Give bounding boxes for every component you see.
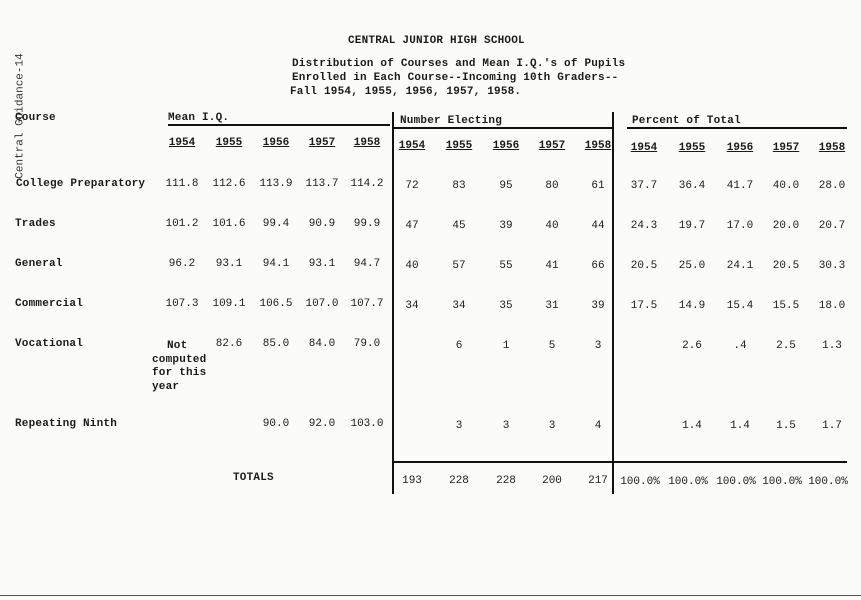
number-electing-rule <box>394 127 614 129</box>
pct-cell: 41.7 <box>726 180 754 192</box>
course-label: Commercial <box>15 298 84 310</box>
iq-cell: 96.2 <box>168 258 196 270</box>
course-label: Repeating Ninth <box>15 418 118 430</box>
page-bottom-edge <box>0 595 861 596</box>
num-cell: 83 <box>452 180 466 192</box>
num-year-header: 1954 <box>398 140 426 152</box>
iq-cell: 112.6 <box>212 178 246 190</box>
iq-year-header: 1956 <box>262 137 290 149</box>
iq-cell: 111.8 <box>165 178 199 190</box>
total-num-cell: 228 <box>496 475 516 487</box>
num-cell: 40 <box>405 260 419 272</box>
iq-cell: 109.1 <box>212 298 246 310</box>
iq-cell: 90.0 <box>262 418 290 430</box>
pct-cell: .4 <box>733 340 747 352</box>
iq-year-header: 1954 <box>168 137 196 149</box>
pct-cell: 36.4 <box>678 180 706 192</box>
pct-cell: 1.4 <box>682 420 702 432</box>
pct-year-header: 1956 <box>726 142 754 154</box>
num-cell: 5 <box>548 340 556 352</box>
subtitle-line-2: Enrolled in Each Course--Incoming 10th Graders-- <box>292 72 619 84</box>
num-year-header: 1957 <box>538 140 566 152</box>
pct-cell: 24.1 <box>726 260 754 272</box>
iq-cell: 107.0 <box>305 298 339 310</box>
totals-label: TOTALS <box>233 472 274 484</box>
num-year-header: 1956 <box>492 140 520 152</box>
side-label: Central Guidance-14 <box>14 53 27 179</box>
num-cell: 61 <box>591 180 605 192</box>
iq-cell: 113.7 <box>305 178 339 190</box>
iq-cell: 82.6 <box>215 338 243 350</box>
num-cell: 72 <box>405 180 419 192</box>
course-header: Course <box>15 112 56 124</box>
num-cell: 39 <box>591 300 605 312</box>
subtitle-line-1: Distribution of Courses and Mean I.Q.'s of Pupils <box>292 58 626 70</box>
pct-cell: 28.0 <box>818 180 846 192</box>
iq-cell: 94.1 <box>262 258 290 270</box>
total-pct-cell: 100.0% <box>762 476 802 488</box>
pct-year-header: 1955 <box>678 142 706 154</box>
number-electing-header: Number Electing <box>400 115 503 127</box>
iq-cell: 106.5 <box>259 298 293 310</box>
num-cell: 3 <box>455 420 463 432</box>
num-year-header: 1958 <box>584 140 612 152</box>
subtitle-line-3: Fall 1954, 1955, 1956, 1957, 1958. <box>290 86 522 98</box>
school-title: CENTRAL JUNIOR HIGH SCHOOL <box>348 35 525 47</box>
num-cell: 41 <box>545 260 559 272</box>
iq-cell: 90.9 <box>308 218 336 230</box>
iq-cell: 79.0 <box>353 338 381 350</box>
iq-cell: 92.0 <box>308 418 336 430</box>
pct-cell: 1.7 <box>822 420 842 432</box>
num-year-header: 1955 <box>445 140 473 152</box>
iq-cell: 99.9 <box>353 218 381 230</box>
total-pct-cell: 100.0% <box>620 476 660 488</box>
pct-cell: 15.4 <box>726 300 754 312</box>
total-num-cell: 217 <box>588 475 608 487</box>
note-line: Not <box>167 340 188 352</box>
num-cell: 3 <box>594 340 602 352</box>
pct-cell: 17.5 <box>630 300 658 312</box>
num-cell: 40 <box>545 220 559 232</box>
num-cell: 34 <box>452 300 466 312</box>
pct-cell: 18.0 <box>818 300 846 312</box>
course-label: College Preparatory <box>16 178 146 190</box>
num-cell: 57 <box>452 260 466 272</box>
total-num-cell: 228 <box>449 475 469 487</box>
course-label: General <box>15 258 63 270</box>
iq-cell: 107.7 <box>350 298 384 310</box>
pct-cell: 2.5 <box>776 340 796 352</box>
total-num-cell: 193 <box>402 475 422 487</box>
num-cell: 45 <box>452 220 466 232</box>
total-pct-cell: 100.0% <box>808 476 848 488</box>
note-line: computed <box>152 353 207 366</box>
pct-cell: 1.3 <box>822 340 842 352</box>
iq-cell: 85.0 <box>262 338 290 350</box>
iq-cell: 84.0 <box>308 338 336 350</box>
num-cell: 4 <box>594 420 602 432</box>
pct-cell: 20.0 <box>772 220 800 232</box>
num-cell: 47 <box>405 220 419 232</box>
mean-iq-rule <box>168 124 390 126</box>
iq-cell: 94.7 <box>353 258 381 270</box>
pct-cell: 40.0 <box>772 180 800 192</box>
pct-cell: 17.0 <box>726 220 754 232</box>
iq-cell: 114.2 <box>350 178 384 190</box>
num-cell: 3 <box>502 420 510 432</box>
num-cell: 44 <box>591 220 605 232</box>
total-num-cell: 200 <box>542 475 562 487</box>
iq-cell: 93.1 <box>308 258 336 270</box>
iq-cell: 107.3 <box>165 298 199 310</box>
pct-cell: 20.7 <box>818 220 846 232</box>
iq-cell: 103.0 <box>350 418 384 430</box>
iq-cell: 101.2 <box>165 218 199 230</box>
pct-year-header: 1957 <box>772 142 800 154</box>
pct-year-header: 1958 <box>818 142 846 154</box>
note-line: year <box>152 380 180 393</box>
pct-cell: 30.3 <box>818 260 846 272</box>
totals-rule <box>394 461 847 463</box>
percent-total-rule <box>627 127 847 129</box>
percent-total-header: Percent of Total <box>632 115 741 127</box>
iq-cell: 93.1 <box>215 258 243 270</box>
pct-cell: 24.3 <box>630 220 658 232</box>
pct-cell: 37.7 <box>630 180 658 192</box>
iq-year-header: 1958 <box>353 137 381 149</box>
num-cell: 1 <box>502 340 510 352</box>
pct-cell: 19.7 <box>678 220 706 232</box>
num-cell: 80 <box>545 180 559 192</box>
num-cell: 3 <box>548 420 556 432</box>
note-line: for this <box>152 367 207 379</box>
total-pct-cell: 100.0% <box>668 476 708 488</box>
num-cell: 34 <box>405 300 419 312</box>
course-label: Trades <box>15 218 56 230</box>
pct-cell: 2.6 <box>682 340 702 352</box>
course-label: Vocational <box>15 338 84 350</box>
iq-cell: 113.9 <box>259 178 293 190</box>
pct-year-header: 1954 <box>630 142 658 154</box>
iq-year-header: 1957 <box>308 137 336 149</box>
num-cell: 31 <box>545 300 559 312</box>
pct-cell: 20.5 <box>772 260 800 272</box>
num-cell: 6 <box>455 340 463 352</box>
total-pct-cell: 100.0% <box>716 476 756 488</box>
num-cell: 95 <box>499 180 513 192</box>
not-computed-note <box>152 340 206 394</box>
iq-year-header: 1955 <box>215 137 243 149</box>
pct-cell: 15.5 <box>772 300 800 312</box>
pct-cell: 1.5 <box>776 420 796 432</box>
pct-cell: 14.9 <box>678 300 706 312</box>
num-cell: 66 <box>591 260 605 272</box>
num-cell: 35 <box>499 300 513 312</box>
num-cell: 39 <box>499 220 513 232</box>
mean-iq-header: Mean I.Q. <box>168 112 230 124</box>
iq-cell: 101.6 <box>212 218 246 230</box>
iq-cell: 99.4 <box>262 218 290 230</box>
pct-cell: 25.0 <box>678 260 706 272</box>
num-cell: 55 <box>499 260 513 272</box>
pct-cell: 20.5 <box>630 260 658 272</box>
pct-cell: 1.4 <box>730 420 750 432</box>
